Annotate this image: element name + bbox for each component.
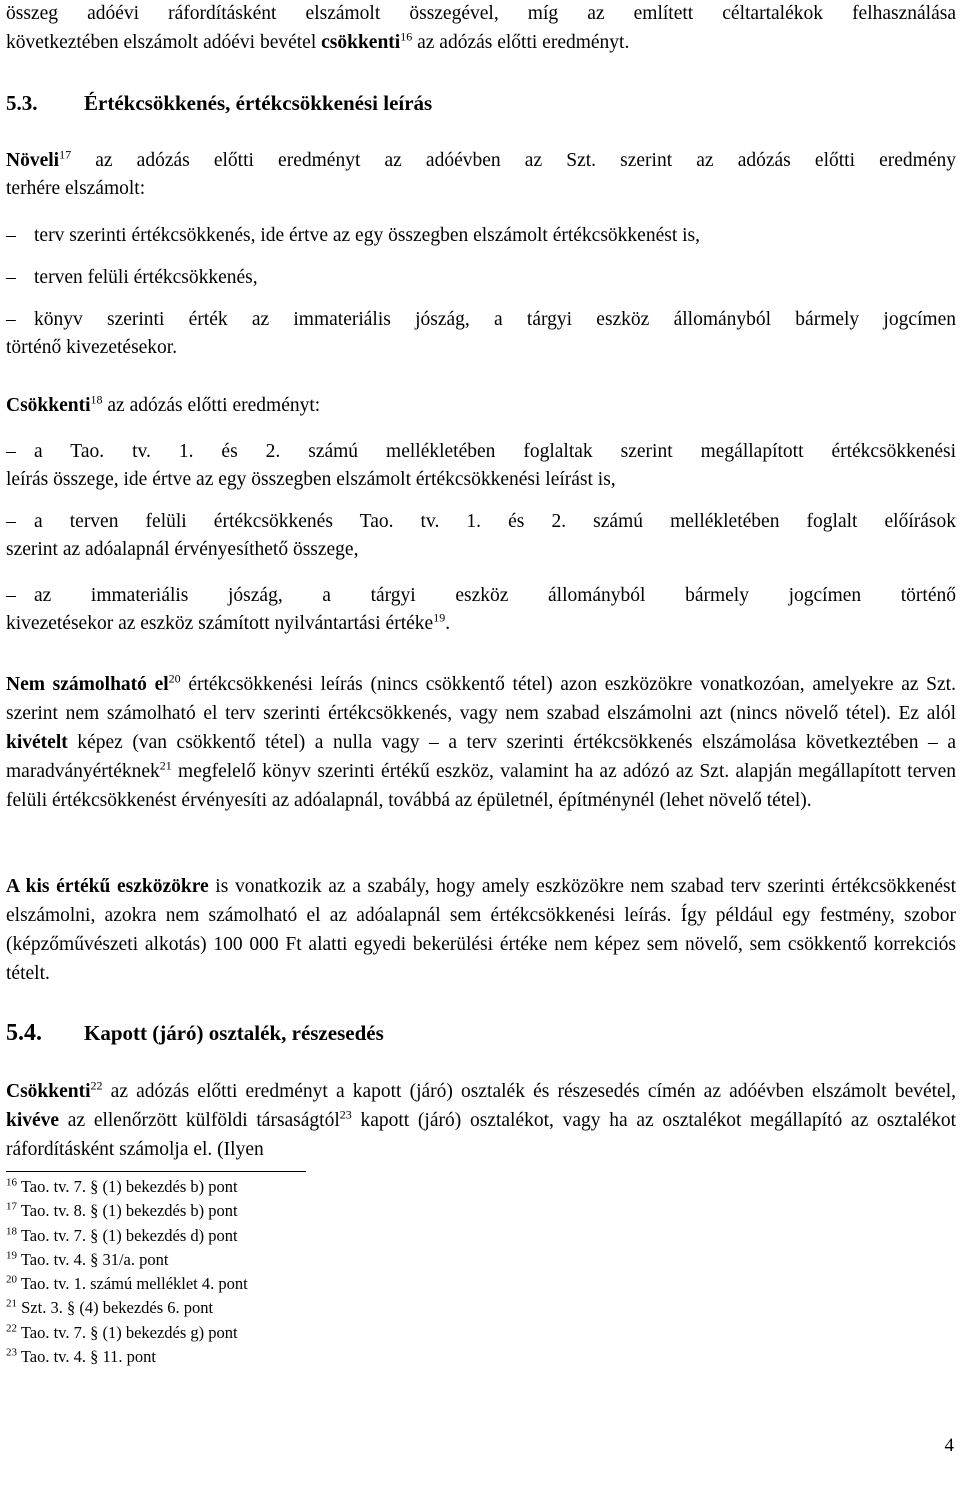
list-item-continuation: szerint az adóalapnál érvényesíthető összege,	[6, 539, 359, 560]
bold-term: Növeli	[6, 150, 60, 171]
footnote-number: 16	[6, 1176, 17, 1189]
footnote-item	[6, 1224, 306, 1248]
section-number: 5.4.	[6, 1020, 42, 1046]
bold-term: kivéve	[6, 1110, 60, 1131]
footnote-text: Tao. tv. 1. számú melléklet 4. pont	[20, 1274, 248, 1294]
dash-bullet: –	[6, 585, 16, 606]
dash-bullet: –	[6, 441, 16, 462]
section-title: Kapott (járó) osztalék, részesedés	[84, 1021, 384, 1045]
list-item-continuation: kivezetésekor az eszköz számított nyilvántartási értéke$^{19}$.	[6, 610, 451, 634]
bold-term: kivételt	[6, 732, 68, 753]
footnote-ref: 22	[90, 1078, 103, 1093]
footnote-item	[6, 1345, 306, 1369]
footnote-text: Tao. tv. 4. § 31/a. pont	[20, 1249, 169, 1269]
intro-line-2: következtében elszámolt adóévi bevétel csökkenti$^{16}$ az adózás előtti eredményt.	[6, 29, 630, 53]
list-item: – az immateriális jószág, a tárgyi eszköz állományból bármely jogcímen történő	[6, 582, 956, 610]
list-item: – a terven felüli értékcsökkenés Tao. tv. 1. és 2. számú mellékletében foglalt előírások	[6, 508, 956, 536]
footnote-ref: 18	[90, 392, 103, 407]
footnote-text: Tao. tv. 7. § (1) bekezdés b) pont	[20, 1177, 238, 1196]
list-item-continuation: történő kivezetésekor.	[6, 337, 178, 358]
footnote-item	[6, 1321, 306, 1345]
dash-bullet: –	[6, 267, 16, 288]
list-item: – terven felüli értékcsökkenés,	[6, 264, 956, 292]
bold-term: csökkenti	[321, 32, 401, 53]
section-title: Értékcsökkenés, értékcsökkenési leírás	[84, 91, 433, 115]
footnote-number: 17	[6, 1200, 17, 1213]
footnote-number: 18	[6, 1225, 17, 1238]
footnote-item	[6, 1296, 306, 1320]
noveli-line-1: Növeli$^{17}$ az adózás előtti eredményt az adóévben az Szt. szerint az adózás előtti eredmény	[6, 147, 956, 171]
footnote-item	[6, 1272, 306, 1296]
footnote-text: Tao. tv. 7. § (1) bekezdés g) pont	[20, 1322, 238, 1342]
page-number: 4	[944, 1435, 954, 1456]
list-item: – könyv szerinti érték az immateriális jószág, a tárgyi eszköz állományból bármely jogcímen	[6, 306, 956, 334]
footnote-list	[6, 1175, 306, 1369]
footnotes	[6, 1171, 306, 1369]
footnote-ref: 21	[159, 758, 172, 773]
footnote-number: 23	[6, 1346, 17, 1359]
bold-term: A kis értékű eszközökre	[6, 876, 209, 897]
kapott-osztalek-paragraph: Csökkenti$^{22}$ az adózás előtti eredményt a kapott (járó) osztalék és részesedés címén az adóévben elszámolt bevétel, kivéve az ellenőrzött külföldi társaságtól$^{23}$ kapott (járó) osztalékot, vagy ha az osztalékot megállapító az osztalékot ráfordításként számolja el. (Ilyen	[6, 1078, 956, 1160]
footnote-item	[6, 1248, 306, 1272]
list-item: – terv szerinti értékcsökkenés, ide értve az egy összegben elszámolt értékcsökkenést is,	[6, 222, 956, 250]
footnote-number: 22	[6, 1322, 17, 1335]
dash-bullet: –	[6, 309, 16, 330]
dash-bullet: –	[6, 225, 16, 246]
footnote-ref: 20	[168, 671, 181, 686]
list-item: – a Tao. tv. 1. és 2. számú mellékletében foglaltak szerint megállapított értékcsökkenési	[6, 438, 956, 466]
list-item-continuation: leírás összege, ide értve az egy összegben elszámolt értékcsökkenési leírást is,	[6, 469, 616, 490]
footnote-text: Tao. tv. 4. § 11. pont	[20, 1347, 156, 1367]
footnote-divider	[6, 1171, 306, 1172]
csokkenti-intro: Csökkenti$^{18}$ az adózás előtti eredményt:	[6, 392, 321, 416]
footnote-number: 21	[6, 1297, 17, 1310]
intro-line-1: összeg adóévi ráfordításként elszámolt összegével, míg az említett céltartalékok felhasználása	[6, 3, 956, 24]
footnote-text: Szt. 3. § (4) bekezdés 6. pont	[21, 1298, 214, 1318]
bold-term: Csökkenti	[6, 395, 91, 416]
noveli-line-2: terhére elszámolt:	[6, 178, 146, 199]
section-heading-5-4	[6, 1019, 384, 1047]
footnote-item	[6, 1199, 306, 1223]
footnote-ref: 16	[400, 29, 413, 44]
kis-erteku-paragraph: A kis értékű eszközökre is vonatkozik az a szabály, hogy amely eszközökre nem szabad terv szerinti értékcsökkenést elszámolni, azokra nem számolható el az adóalapnál sem értékcsökkenési leírás. Így például egy festmény, szobor (képzőművészeti alkotás) 100 000 Ft alatti egyedi bekerülési értéke nem képez sem növelő, sem csökkentő korrekciós tételt.	[6, 876, 956, 984]
footnote-ref: 17	[59, 147, 72, 162]
footnote-text: Tao. tv. 7. § (1) bekezdés d) pont	[20, 1225, 238, 1245]
footnote-number: 19	[6, 1249, 17, 1262]
bold-term: Nem számolható el	[6, 674, 169, 695]
dash-bullet: –	[6, 511, 16, 532]
footnote-item	[6, 1175, 306, 1199]
footnote-ref: 23	[339, 1107, 352, 1122]
footnote-ref: 19	[433, 610, 446, 625]
nem-szamolhato-paragraph: Nem számolható $el^{20}$ értékcsökkenési leírás (nincs csökkentő tétel) azon eszközökre vonatkozóan, amelyekre az Szt. szerint nem számolható el terv szerinti értékcsökkenés, vagy nem szabad elszámolni azt (nincs növelő tétel). Ez alól kivételt képez (van csökkentő tétel) a nulla vagy – a terv szerinti értékcsökkenés elszámolása következtében – a maradványértéknek$^{21}$ megfelelő könyv szerinti értékű eszköz, valamint ha az adózó az Szt. alapján megállapított terven felüli értékcsökkenést érvényesíti az adóalapnál, továbbá az épületnél, építménynél (lehet növelő tétel).	[6, 671, 956, 811]
footnote-number: 20	[6, 1273, 17, 1286]
bold-term: Csökkenti	[6, 1081, 91, 1102]
section-heading-5-3	[6, 89, 432, 117]
footnote-text: Tao. tv. 8. § (1) bekezdés b) pont	[20, 1201, 238, 1221]
section-number: 5.3.	[6, 91, 38, 115]
